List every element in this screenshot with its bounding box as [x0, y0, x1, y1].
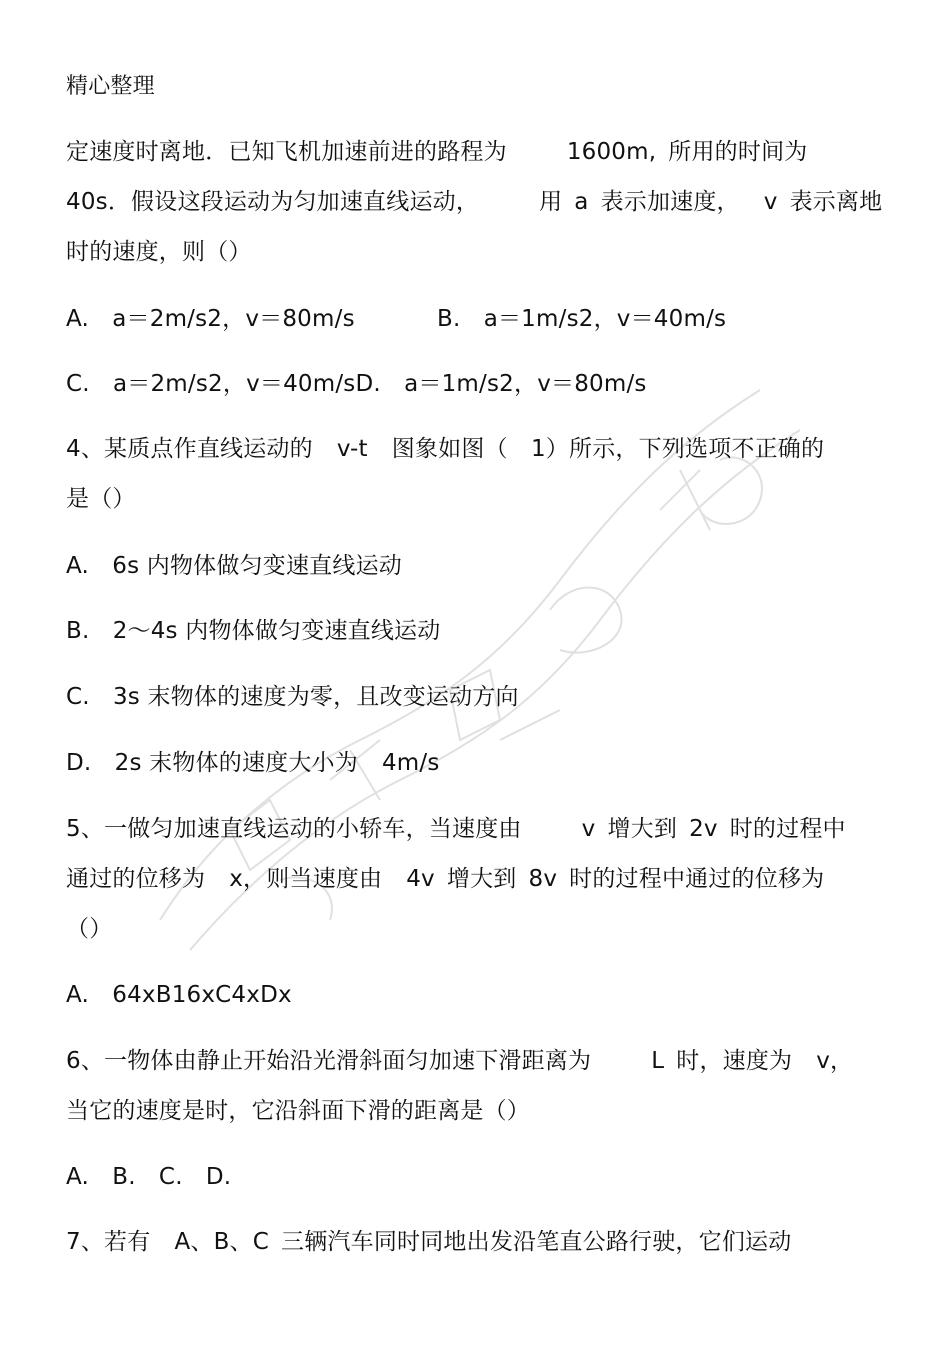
q6-text: 6、一物体由静止开始沿光滑斜面匀加速下滑距离为: [66, 1048, 592, 1074]
q3-options-row-2: C. a＝2m/s2，v＝40m/sD. a＝1m/s2，v＝80m/s: [66, 371, 647, 397]
q4-text: 图象如图（ 1）所示，下列选项不正确的: [391, 436, 825, 462]
q3-text: 所用的时间为: [668, 139, 808, 165]
q5-text: 增大到: [446, 866, 517, 892]
q4-value: 4m/s: [381, 750, 440, 776]
q3-line-3: 时的速度，则（）: [66, 239, 252, 265]
q5-text: 时的过程中: [729, 816, 846, 842]
q5-symbol: 2v: [689, 816, 718, 842]
q5-options: A. 64xB16xC4xDx: [66, 982, 292, 1008]
q7-text: 三辆汽车同时同地出发沿笔直公路行驶，它们运动: [281, 1229, 792, 1255]
q3-text: 用: [539, 189, 563, 215]
q5-text: 5、一做匀加速直线运动的小轿车，当速度由: [66, 816, 522, 842]
q5-symbol: v: [581, 816, 596, 842]
q6-symbol: v，: [816, 1048, 854, 1074]
q6-symbol: L: [651, 1048, 665, 1074]
q5-text: 增大到: [607, 816, 678, 842]
q3-symbol: v: [763, 189, 778, 215]
q3-option-a: A. a＝2m/s2，v＝80m/s: [66, 306, 355, 332]
q5-symbol: 8v: [528, 866, 558, 892]
q4-option-d: [66, 748, 440, 778]
q5-text: 时的过程中通过的位移为: [569, 866, 825, 892]
q3-line-2: [66, 187, 882, 217]
q5-symbol: 4v: [406, 866, 435, 892]
q5-text: x，则当速度由: [229, 866, 383, 892]
q6-line-2: 当它的速度是时，它沿斜面下滑的距离是（）: [66, 1098, 530, 1124]
q4-text: 4、某质点作直线运动的: [66, 436, 313, 462]
q3-option-b: B. a＝1m/s2，v＝40m/s: [437, 306, 727, 332]
q4-text: D. 2s 末物体的速度大小为: [66, 750, 358, 776]
q3-text: 表示离地: [789, 189, 883, 215]
q5-text: 通过的位移为: [66, 866, 206, 892]
q5-line-3: （）: [66, 916, 113, 942]
q3-symbol: a: [574, 189, 589, 215]
q3-text: 表示加速度，: [600, 189, 740, 215]
q7-symbol: A、B、C: [174, 1229, 270, 1255]
q3-line-1: [66, 137, 807, 167]
q7-text: 7、若有: [66, 1229, 151, 1255]
q4-line-1: [66, 434, 824, 464]
q5-line-2: [66, 864, 824, 894]
q6-options: A. B. C. D.: [66, 1164, 232, 1190]
q3-options-row-1: [66, 304, 355, 334]
page-header: 精心整理: [66, 74, 155, 99]
q4-option-a: A. 6s 内物体做匀变速直线运动: [66, 553, 402, 579]
q7-line-1: [66, 1227, 791, 1257]
q4-option-b: B. 2～4s 内物体做匀变速直线运动: [66, 618, 441, 644]
q6-text: 时，速度为: [676, 1048, 793, 1074]
q5-line-1: [66, 814, 846, 844]
q4-option-c: C. 3s 末物体的速度为零，且改变运动方向: [66, 684, 519, 710]
q3-distance: 1600m,: [566, 139, 657, 165]
q3-text: 定速度时离地．已知飞机加速前进的路程为: [66, 139, 507, 165]
q4-symbol: v-t: [336, 436, 368, 462]
q4-line-2: 是（）: [66, 486, 136, 512]
q3-text: 40s．假设这段运动为匀加速直线运动，: [66, 189, 480, 215]
q6-line-1: [66, 1046, 853, 1076]
